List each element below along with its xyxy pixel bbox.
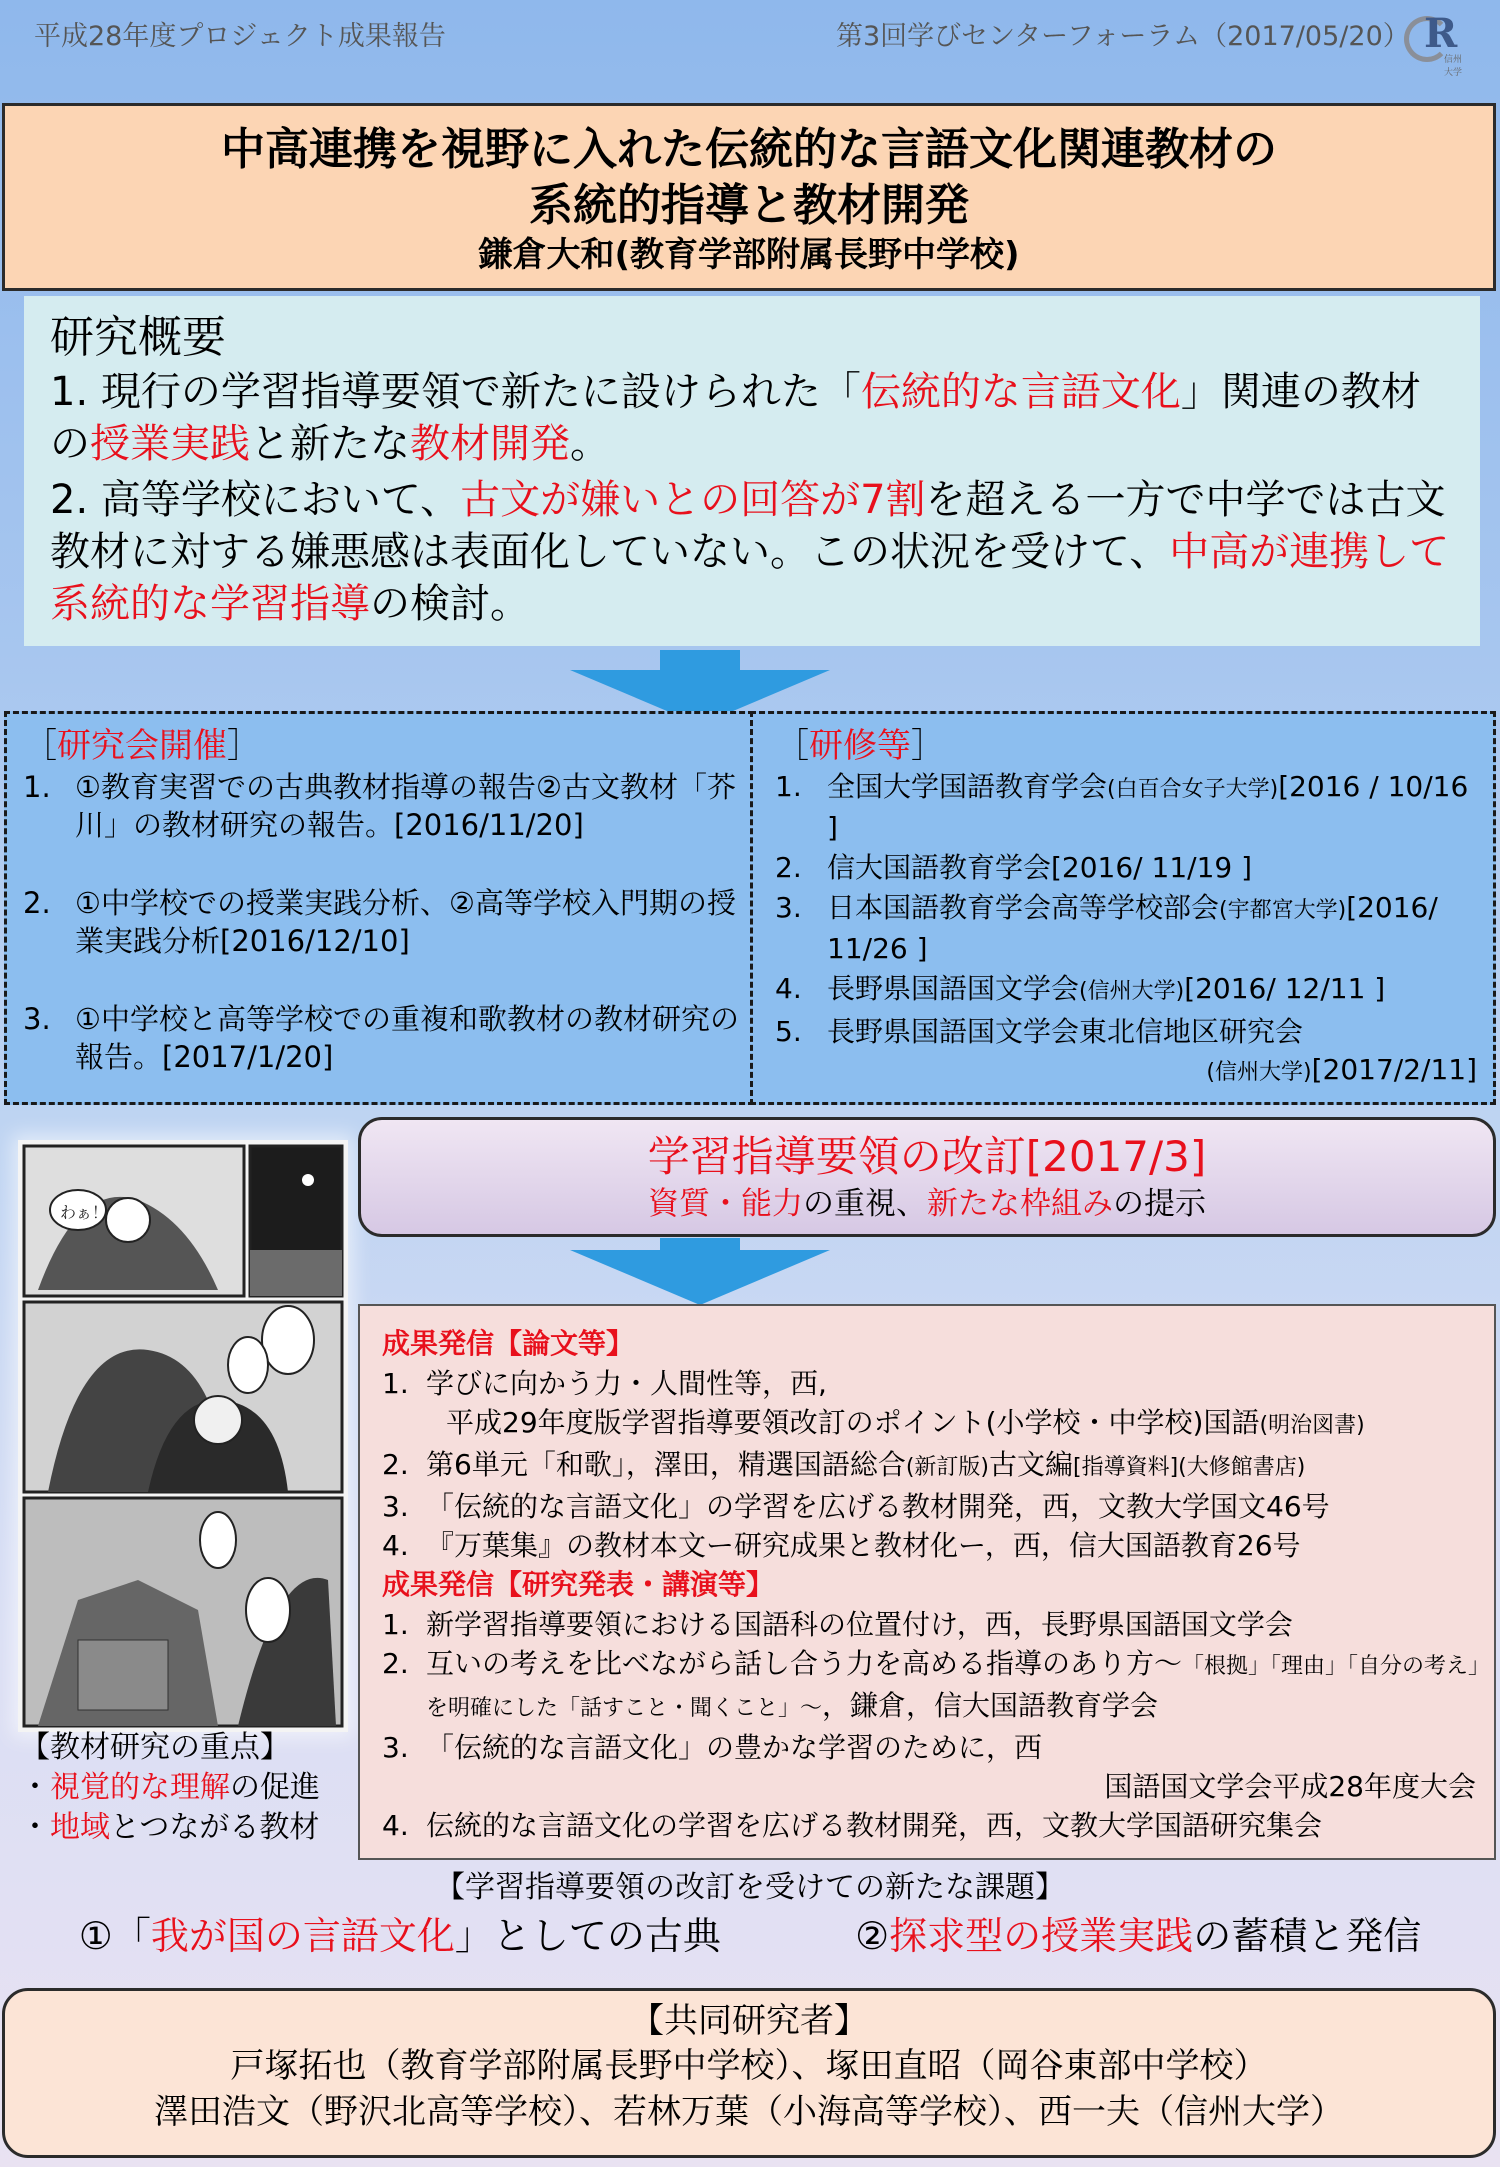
header-right-text: 第3回学びセンターフォーラム（2017/05/20） (836, 21, 1410, 52)
overview-heading: 研究概要 (50, 312, 226, 363)
overview-point-1: 1. 現行の学習指導要領で新たに設けられた「伝統的な言語文化」関連の教材の授業実践と新たな教材開発。 (50, 369, 1421, 467)
list-item: 3. 「伝統的な言語文化」の豊かな学習のために，西 国語国文学会平成28年度大会 (382, 1731, 1476, 1803)
arrow-stem-1 (660, 650, 740, 670)
issues-section (0, 1868, 1500, 1962)
manga-illustration (18, 1140, 348, 1732)
issues-row (0, 1910, 1500, 1962)
results-box (358, 1304, 1496, 1860)
issue-b: ②探求型の授業実践の蓄積と発信 (855, 1914, 1422, 1958)
list-item: 5. 長野県国語国文学会東北信地区研究会 (信州大学)[2017/2/11] (775, 1015, 1477, 1086)
cr-logo-icon: R 信州大学 (1404, 10, 1470, 68)
title-box (2, 103, 1496, 291)
title-line-2: 系統的指導と教材開発 (529, 180, 969, 231)
arrow-stem-2 (660, 1238, 740, 1250)
list-item: 1. ①教育実習での古典教材指導の報告②古文教材「芥川」の教材研究の報告。[2016/11/20] (23, 770, 736, 842)
list-item: 1. 学びに向かう力・人間性等，西, 平成29年度版学習指導要領改訂のポイント(小学校・中学校)国語(明治図書) (382, 1367, 1365, 1439)
list-item: 2. 互いの考えを比べながら話し合う力を高める指導のあり方～「根拠」「理由」「自分の考え」を明確にした「話すこと・聞くこと」～，鎌倉，信大国語教育学会 (382, 1647, 1480, 1722)
issues-heading: 【学習指導要領の改訂を受けての新たな課題】 (435, 1870, 1065, 1905)
collaborators-heading: 【共同研究者】 (630, 2001, 868, 2041)
list-item: 1. 全国大学国語教育学会(白百合女子大学)[2016 / 10/16 ] (775, 770, 1469, 844)
overview-point-2: 2. 高等学校において、古文が嫌いとの回答が7割を超える一方で中学では古文教材に対する嫌悪感は表面化していない。この状況を受けて、中高が連携して系統的な学習指導の検討。 (50, 477, 1450, 627)
training-box (750, 711, 1496, 1105)
revision-box (358, 1117, 1496, 1237)
list-item: 4. 長野県国語国文学会(信州大学)[2016/ 12/11 ] (775, 972, 1386, 1005)
header-left-text: 平成28年度プロジェクト成果報告 (34, 21, 446, 52)
overview-box (24, 296, 1480, 646)
focus-heading: 【教材研究の重点】 (20, 1730, 290, 1765)
list-item: 3. 「伝統的な言語文化」の学習を広げる教材開発，西，文教大学国文46号 (382, 1490, 1330, 1523)
training-heading: ［研修等］ (775, 726, 945, 766)
revision-subtitle: 資質・能力の重視、新たな枠組みの提示 (648, 1186, 1206, 1222)
list-item: 2. 第6単元「和歌」，澤田，精選国語総合(新訂版)古文編[指導資料](大修館書店) (382, 1448, 1306, 1481)
list-item: 1. 新学習指導要領における国語科の位置付け，西，長野県国語国文学会 (382, 1608, 1293, 1641)
down-arrow-icon (570, 1250, 830, 1305)
issue-a: ①「我が国の言語文化」としての古典 (78, 1914, 721, 1958)
meetings-heading: ［研究会開催］ (23, 726, 261, 766)
talks-heading: 成果発信【研究発表・講演等】 (382, 1568, 775, 1601)
focus-line-2: ・地域とつながる教材 (20, 1810, 320, 1845)
papers-heading: 成果発信【論文等】 (382, 1327, 635, 1360)
papers-list (382, 1364, 1482, 1565)
talks-list (382, 1605, 1482, 1845)
revision-title: 学習指導要領の改訂[2017/3] (647, 1132, 1207, 1181)
list-item: 3. 日本国語教育学会高等学校部会(宇都宮大学)[2016/ 11/26 ] (775, 891, 1438, 965)
list-item: 3. ①中学校と高等学校での重複和歌教材の教材研究の報告。[2017/1/20] (23, 1002, 739, 1074)
list-item: 2. 信大国語教育学会[2016/ 11/19 ] (775, 851, 1253, 884)
collaborators-line-1: 戸塚拓也（教育学部附属長野中学校）、塚田直昭（岡谷東部中学校） (230, 2046, 1268, 2086)
title-line-1: 中高連携を視野に入れた伝統的な言語文化関連教材の (221, 124, 1277, 175)
meetings-list (23, 768, 741, 1076)
manga-bubble-text: わぁ！ (60, 1203, 108, 1222)
list-item: 4. 伝統的な言語文化の学習を広げる教材開発，西，文教大学国語研究集会 (382, 1809, 1323, 1842)
author: 鎌倉大和(教育学部附属長野中学校) (478, 235, 1020, 275)
focus-line-1: ・視覚的な理解の促進 (20, 1770, 320, 1805)
list-item: 2. ①中学校での授業実践分析、②高等学校入門期の授業実践分析[2016/12/10] (23, 886, 736, 958)
training-list (775, 768, 1483, 1092)
collaborators-line-2: 澤田浩文（野沢北高等学校）、若林万葉（小海高等学校）、西一夫（信州大学） (154, 2092, 1344, 2132)
list-item: 4. 『万葉集』の教材本文ー研究成果と教材化ー，西，信大国語教育26号 (382, 1529, 1301, 1562)
meetings-box (4, 711, 754, 1105)
focus-box (20, 1728, 350, 1848)
collaborators-box (2, 1988, 1496, 2158)
